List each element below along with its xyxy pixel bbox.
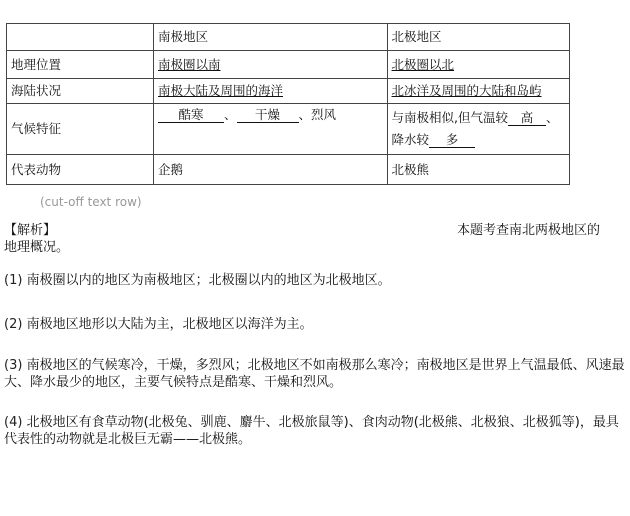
answer-text: 北极圈以北 (391, 56, 455, 72)
analysis-item (4, 272, 626, 289)
row-label: 海陆状况 (7, 79, 154, 104)
header-cell-north: 北极地区 (387, 24, 569, 51)
blank-answer: 多 (429, 133, 475, 148)
cell-south (154, 79, 388, 104)
blank-answer: 高 (508, 111, 546, 126)
cell-north (387, 51, 569, 79)
table-row (7, 51, 570, 79)
answer-text: 北冰洋及周围的大陆和岛屿 (391, 83, 542, 98)
analysis-intro-cont: 地理概况。 (4, 240, 70, 255)
cell-south: 企鹅 (154, 155, 388, 185)
table-row (7, 104, 570, 155)
analysis-label: 【解析】 (4, 223, 57, 238)
item-number: (1) (4, 273, 23, 288)
cell-south (154, 51, 388, 79)
cell-north: 北极熊 (387, 155, 569, 185)
table-row (7, 155, 570, 185)
comparison-table (6, 23, 570, 185)
blank-answer: 酷寒 (158, 108, 224, 123)
item-number: (4) (4, 415, 23, 430)
row-label: 气候特征 (7, 104, 154, 155)
item-text: 南极地区地形以大陆为主，北极地区以海洋为主。 (26, 317, 313, 332)
answer-text: 南极大陆及周围的海洋 (158, 83, 284, 98)
analysis-intro: 本题考查南北两极地区的 (457, 223, 601, 238)
row-label: 地理位置 (7, 51, 154, 79)
item-text: 南极地区的气候寒冷，干燥，多烈风；北极地区不如南极那么寒冷；南极地区是世界上气温最低、风速最大、降水最少的地区，主要气候特点是酷寒、干燥和烈风。 (4, 358, 625, 390)
table-header-row (7, 24, 570, 51)
header-cell-south: 南极地区 (154, 24, 388, 51)
blank-answer: 干燥 (237, 108, 299, 123)
separator-text: 、 (224, 107, 237, 122)
row-label: 代表动物 (7, 155, 154, 185)
answer-text: 南极圈以南 (158, 56, 221, 72)
separator-text: 、烈风 (298, 107, 337, 122)
item-number: (2) (4, 317, 23, 332)
table-row (7, 79, 570, 104)
analysis-item (4, 316, 626, 333)
separator-text: 、 (546, 110, 559, 125)
item-text: 南极圈以内的地区为南极地区；北极圈以内的地区为北极地区。 (26, 273, 391, 288)
cell-south (154, 104, 388, 155)
cell-north (387, 104, 569, 155)
item-number: (3) (4, 358, 23, 373)
item-text: 北极地区有食草动物(北极兔、驯鹿、麝牛、北极旅鼠等)、食肉动物(北极熊、北极狼、北极狐等)，最具代表性的动物就是北极巨无霸——北极熊。 (4, 415, 619, 447)
clause-text: 降水较 (391, 132, 430, 147)
analysis-item (4, 357, 626, 391)
header-cell-empty (7, 24, 154, 51)
cropped-text-line: (cut-off text row) (40, 195, 142, 209)
analysis-item (4, 414, 626, 448)
clause-text: 与南极相似,但气温较 (391, 110, 509, 125)
cell-north (387, 79, 569, 104)
